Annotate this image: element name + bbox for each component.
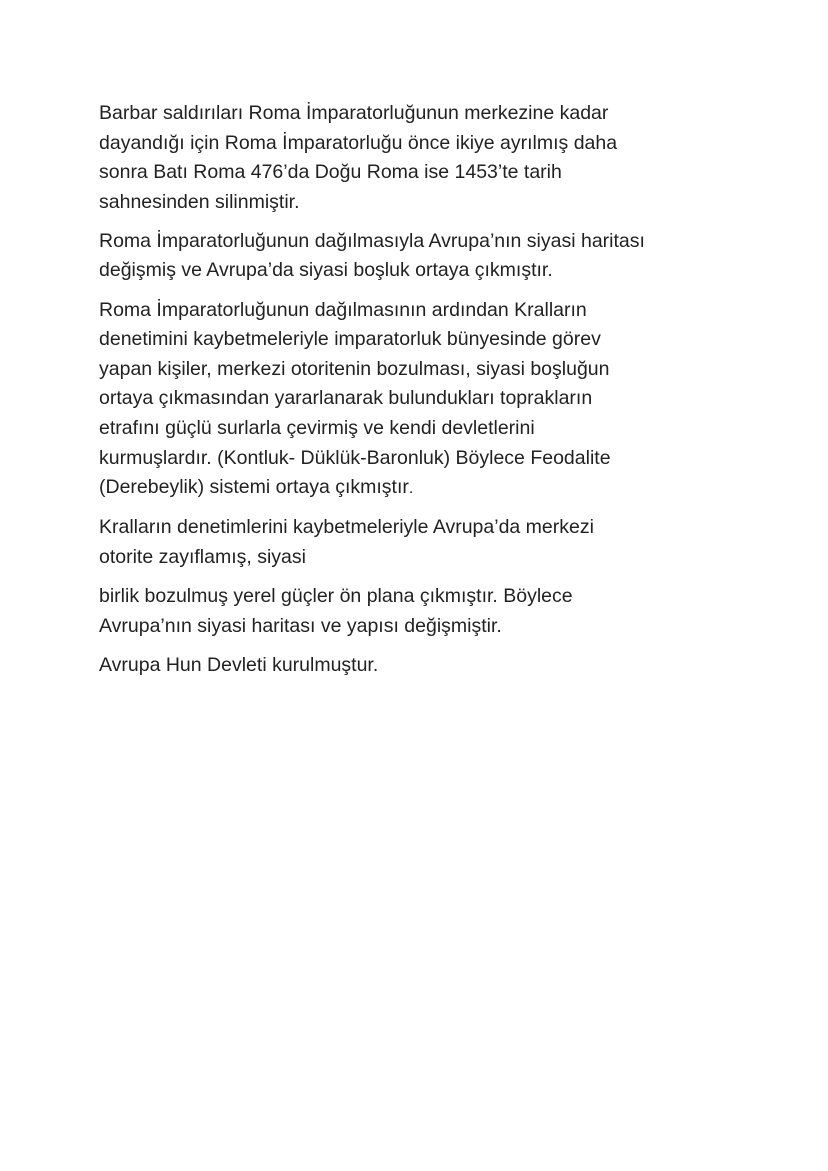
paragraph-political-map [99, 227, 739, 286]
text-line: sahnesinden silinmiştir. [99, 190, 300, 213]
text-line: birlik bozulmuş yerel güçler ön plana çıkmıştır. Böylece [99, 584, 573, 607]
text-line: Roma İmparatorluğunun dağılmasının ardından Kralların [99, 298, 587, 321]
text-line: sonra Batı Roma 476’da Doğu Roma ise 1453’te tarih [99, 161, 562, 184]
text-line: denetimini kaybetmeleriyle imparatorluk bünyesinde görev [99, 328, 601, 351]
text-line: Avrupa’nın siyasi haritası ve yapısı değişmiştir. [99, 614, 502, 637]
text-line: kurmuşlardır. (Kontluk- Düklük-Baronluk) Böylece Feodalite [99, 446, 611, 469]
document-body [99, 99, 739, 690]
text-line: Barbar saldırıları Roma İmparatorluğunun merkezine kadar [99, 102, 609, 124]
text-line: otorite zayıflamış, siyasi [99, 545, 306, 568]
text-line: Avrupa Hun Devleti kurulmuştur. [99, 653, 379, 676]
text-line: etrafını güçlü surlarla çevirmiş ve kendi devletlerini [99, 416, 535, 439]
text-line-period: . [408, 480, 414, 498]
text-line: Kralların denetimlerini kaybetmeleriyle Avrupa’da merkezi [99, 516, 594, 539]
text-line: Roma İmparatorluğunun dağılmasıyla Avrupa’nın siyasi haritası [99, 229, 645, 252]
text-line: dayandığı için Roma İmparatorluğu önce ikiye ayrılmış daha [99, 131, 618, 154]
paragraph-barbarian-attacks [99, 99, 739, 217]
text-line-main: (Derebeylik) sistemi ortaya çıkmıştır [99, 476, 409, 499]
text-line: yapan kişiler, merkezi otoritenin bozulması, siyasi boşluğun [99, 357, 610, 380]
paragraph-central-authority [99, 513, 739, 572]
text-line [99, 473, 739, 504]
text-line: ortaya çıkmasından yararlanarak bulundukları toprakların [99, 387, 593, 410]
paragraph-hun-state [99, 651, 739, 681]
paragraph-feudalism [99, 296, 739, 504]
paragraph-local-powers [99, 582, 739, 641]
text-line: değişmiş ve Avrupa’da siyasi boşluk ortaya çıkmıştır. [99, 259, 553, 282]
